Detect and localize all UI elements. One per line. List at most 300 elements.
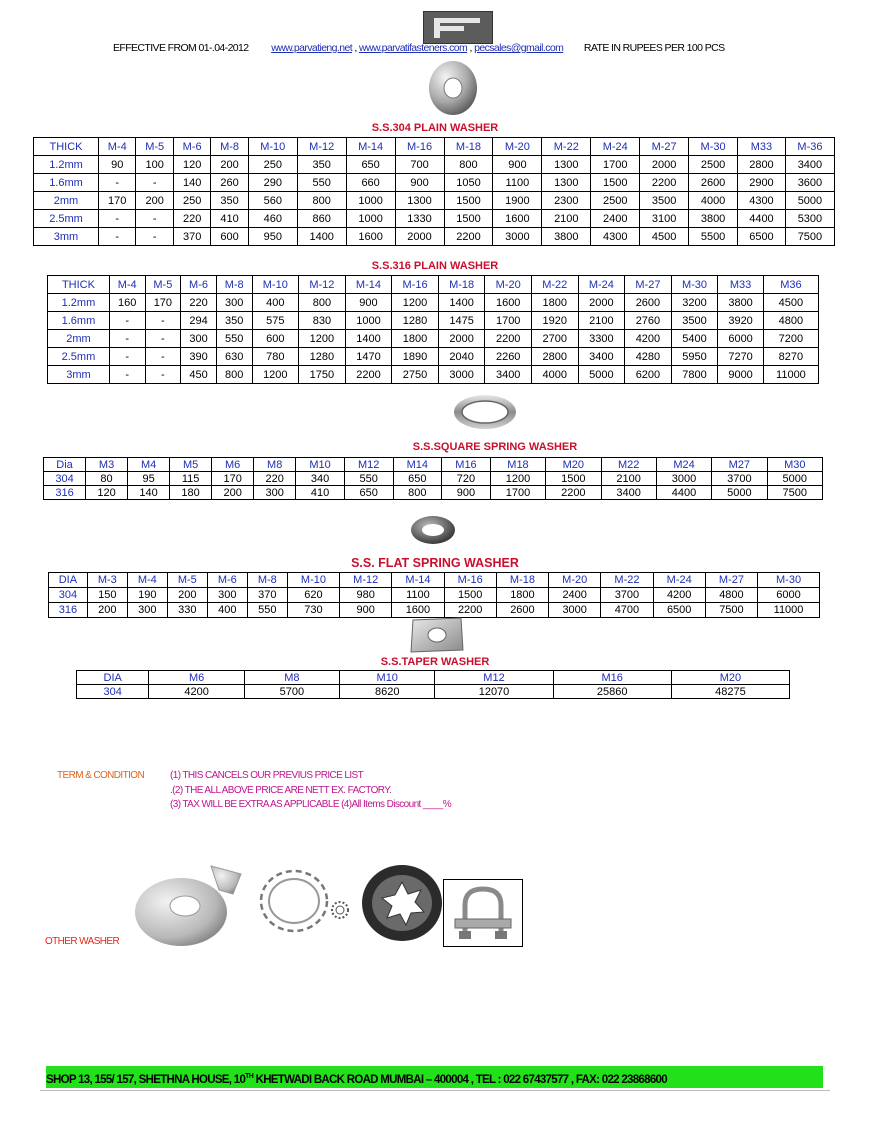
table-cell: 3400 (601, 486, 656, 500)
table-cell: 2600 (625, 294, 672, 312)
table-cell: 6200 (625, 366, 672, 384)
row-label: 304 (77, 685, 149, 699)
table-cell: 220 (173, 210, 210, 228)
table-cell: 1050 (444, 174, 493, 192)
table-cell: 4200 (625, 330, 672, 348)
table-cell: 1600 (485, 294, 532, 312)
column-header: M14 (393, 458, 442, 472)
tab-lock-washer-image (255, 865, 333, 937)
column-header: M-10 (287, 573, 339, 588)
table-cell: 220 (181, 294, 217, 312)
table-cell: 300 (181, 330, 217, 348)
table-cell: - (145, 330, 181, 348)
column-header: M-4 (99, 138, 136, 156)
table-cell: - (109, 348, 145, 366)
table-cell: 1000 (345, 312, 392, 330)
table-cell: 1280 (392, 312, 439, 330)
table-cell: 830 (299, 312, 346, 330)
table-cell: 3700 (601, 588, 653, 603)
table-cell: 2600 (496, 603, 548, 618)
table-cell: 350 (216, 312, 252, 330)
table-cell: 1100 (493, 174, 542, 192)
table-row (48, 366, 819, 384)
table-cell: 2200 (546, 486, 601, 500)
table-cell: 260 (211, 174, 248, 192)
column-header: M-18 (438, 276, 485, 294)
table-cell: 1800 (496, 588, 548, 603)
column-header: Dia (44, 458, 86, 472)
table-cell: - (109, 312, 145, 330)
column-header: M-22 (531, 276, 578, 294)
table-cell: 1800 (392, 330, 439, 348)
table-cell: 4700 (601, 603, 653, 618)
table-cell: 3400 (785, 156, 834, 174)
table-cell: - (136, 228, 173, 246)
table-cell: 400 (207, 603, 247, 618)
table-cell: 4500 (763, 294, 818, 312)
table-cell: 3100 (640, 210, 689, 228)
table-cell: 5000 (578, 366, 625, 384)
table-cell: 2500 (689, 156, 738, 174)
table-cell: 650 (393, 472, 442, 486)
column-header: M-6 (207, 573, 247, 588)
table-cell: 3600 (785, 174, 834, 192)
row-label: 2.5mm (48, 348, 110, 366)
table-cell: 2300 (542, 192, 591, 210)
table-cell: - (109, 330, 145, 348)
footer-address-bar (46, 1066, 823, 1088)
column-header: DIA (49, 573, 88, 588)
column-header: M-20 (485, 276, 532, 294)
table-cell: - (136, 210, 173, 228)
column-header: DIA (77, 671, 149, 685)
table-cell: 660 (346, 174, 395, 192)
table-cell: 3000 (438, 366, 485, 384)
table-cell: 300 (254, 486, 296, 500)
table-cell: 5300 (785, 210, 834, 228)
column-header: M27 (712, 458, 767, 472)
column-header: M-18 (444, 138, 493, 156)
tab-washer-image (133, 860, 245, 950)
row-label: 304 (49, 588, 88, 603)
footer-address-2: KHETWADI BACK ROAD MUMBAI – 400004 , TEL : 022 67437577 , FAX: 022 23868600 (253, 1073, 667, 1086)
table-row (49, 588, 820, 603)
column-header: M-8 (247, 573, 287, 588)
table-cell: 7500 (705, 603, 757, 618)
table-cell: 3000 (493, 228, 542, 246)
column-header: M33 (738, 138, 786, 156)
table-cell: 8270 (763, 348, 818, 366)
table-cell: 575 (252, 312, 299, 330)
column-header: M-22 (542, 138, 591, 156)
table-cell: 900 (340, 603, 392, 618)
rate-note: RATE IN RUPEES PER 100 PCS (583, 42, 725, 54)
table-cell: 450 (181, 366, 217, 384)
table-cell: 1400 (438, 294, 485, 312)
taper-table (76, 670, 790, 699)
table-cell: 700 (395, 156, 444, 174)
table-row (34, 228, 835, 246)
spring-ring-image (453, 394, 518, 430)
table-cell: 1750 (299, 366, 346, 384)
column-header: M16 (442, 458, 491, 472)
column-header: M-30 (689, 138, 738, 156)
table-cell: 7500 (767, 486, 822, 500)
table-cell: 150 (87, 588, 127, 603)
table-cell: 730 (287, 603, 339, 618)
separator: , (467, 42, 475, 54)
column-header: M-27 (625, 276, 672, 294)
table-cell: 5700 (244, 685, 339, 699)
row-label: 3mm (34, 228, 99, 246)
table-cell: 120 (173, 156, 210, 174)
table-cell: 300 (216, 294, 252, 312)
flat-spring-table (48, 572, 820, 618)
table-cell: - (145, 312, 181, 330)
table-cell: 4800 (705, 588, 757, 603)
table-cell: 410 (211, 210, 248, 228)
table-cell: 1500 (444, 192, 493, 210)
table-header-row (48, 276, 819, 294)
table-cell: 2400 (549, 588, 601, 603)
table-cell: 3800 (689, 210, 738, 228)
table-cell: 4200 (653, 588, 705, 603)
table-cell: - (145, 366, 181, 384)
table-cell: 4300 (738, 192, 786, 210)
table-cell: 294 (181, 312, 217, 330)
table-cell: 1200 (392, 294, 439, 312)
column-header: M20 (546, 458, 601, 472)
column-header: M-14 (346, 138, 395, 156)
table-cell: 5000 (767, 472, 822, 486)
table-row (48, 312, 819, 330)
column-header: M18 (490, 458, 545, 472)
table-cell: 800 (444, 156, 493, 174)
column-header: M6 (149, 671, 244, 685)
table-cell: 190 (127, 588, 167, 603)
column-header: M-12 (297, 138, 346, 156)
table-cell: 1500 (444, 588, 496, 603)
taper-title: S.S.TAPER WASHER (380, 656, 490, 668)
taper-washer-image (409, 616, 465, 654)
table-cell: - (99, 174, 136, 192)
ss304-plain-table (33, 137, 835, 246)
row-label: 1.2mm (48, 294, 110, 312)
table-cell: 1300 (542, 156, 591, 174)
column-header: M33 (718, 276, 764, 294)
table-cell: 170 (145, 294, 181, 312)
table-header-row (34, 138, 835, 156)
row-label: 316 (44, 486, 86, 500)
table-cell: 350 (211, 192, 248, 210)
email-link[interactable]: pecsales@gmail.com (474, 42, 564, 54)
table-cell: 1400 (345, 330, 392, 348)
table-row (44, 486, 823, 500)
table-cell: 900 (345, 294, 392, 312)
column-header: M-16 (444, 573, 496, 588)
other-washer-label: OTHER WASHER (45, 936, 120, 947)
table-cell: 600 (211, 228, 248, 246)
column-header: M-5 (145, 276, 181, 294)
table-cell: 1400 (297, 228, 346, 246)
row-label: 1.6mm (48, 312, 110, 330)
column-header: M-24 (653, 573, 705, 588)
plain-washer-image (428, 60, 478, 116)
table-cell: 2900 (738, 174, 786, 192)
ss316-plain-title: S.S.316 PLAIN WASHER (371, 260, 499, 272)
table-cell: 7270 (718, 348, 764, 366)
table-cell: 980 (340, 588, 392, 603)
table-cell: 3000 (656, 472, 711, 486)
table-cell: 370 (247, 588, 287, 603)
column-header: M-16 (392, 276, 439, 294)
column-header: M20 (671, 671, 789, 685)
table-cell: 2260 (485, 348, 532, 366)
table-cell: 4800 (763, 312, 818, 330)
table-cell: - (99, 228, 136, 246)
table-cell: 4200 (149, 685, 244, 699)
table-cell: 200 (212, 486, 254, 500)
table-cell: 400 (252, 294, 299, 312)
table-cell: 1700 (490, 486, 545, 500)
table-cell: 200 (211, 156, 248, 174)
column-header: M-6 (181, 276, 217, 294)
table-cell: 1700 (485, 312, 532, 330)
table-cell: 9000 (718, 366, 764, 384)
table-cell: 1500 (444, 210, 493, 228)
table-cell: 160 (109, 294, 145, 312)
column-header: M8 (254, 458, 296, 472)
column-header: M-8 (216, 276, 252, 294)
column-header: M-24 (578, 276, 625, 294)
column-header: M-4 (127, 573, 167, 588)
table-cell: 390 (181, 348, 217, 366)
table-cell: 720 (442, 472, 491, 486)
table-cell: 220 (254, 472, 296, 486)
company-logo (423, 11, 493, 44)
column-header: M-14 (345, 276, 392, 294)
table-cell: 550 (297, 174, 346, 192)
table-cell: 900 (395, 174, 444, 192)
table-cell: 800 (393, 486, 442, 500)
website-link-1[interactable]: www.parvatieng.net (271, 42, 353, 54)
column-header: M16 (553, 671, 671, 685)
table-cell: 8620 (340, 685, 435, 699)
table-cell: 900 (493, 156, 542, 174)
table-cell: 950 (248, 228, 297, 246)
table-cell: 200 (167, 588, 207, 603)
table-cell: 4400 (738, 210, 786, 228)
table-cell: 1200 (252, 366, 299, 384)
table-cell: 800 (299, 294, 346, 312)
table-cell: 48275 (671, 685, 789, 699)
square-spring-table (43, 457, 823, 500)
table-cell: 90 (99, 156, 136, 174)
table-cell: 2040 (438, 348, 485, 366)
table-cell: 1600 (493, 210, 542, 228)
table-cell: 290 (248, 174, 297, 192)
table-cell: 3500 (671, 312, 718, 330)
column-header: M-4 (109, 276, 145, 294)
table-cell: 170 (212, 472, 254, 486)
table-header-row (49, 573, 820, 588)
table-row (34, 174, 835, 192)
terms-list (170, 769, 451, 813)
table-cell: 250 (248, 156, 297, 174)
table-cell: 2750 (392, 366, 439, 384)
column-header: M36 (763, 276, 818, 294)
column-header: M12 (435, 671, 553, 685)
table-row (48, 294, 819, 312)
column-header: M10 (296, 458, 345, 472)
table-cell: 120 (86, 486, 128, 500)
column-header: M5 (170, 458, 212, 472)
split-washer-image (410, 515, 456, 545)
table-cell: 1470 (345, 348, 392, 366)
table-cell: 140 (173, 174, 210, 192)
table-cell: - (109, 366, 145, 384)
table-cell: 95 (128, 472, 170, 486)
column-header: THICK (48, 276, 110, 294)
table-cell: 5500 (689, 228, 738, 246)
table-cell: 1890 (392, 348, 439, 366)
website-link-2[interactable]: www.parvatifasteners.com (358, 42, 468, 54)
table-cell: 3300 (578, 330, 625, 348)
table-cell: 560 (248, 192, 297, 210)
column-header: M-5 (136, 138, 173, 156)
table-cell: 650 (344, 486, 393, 500)
table-cell: 11000 (758, 603, 820, 618)
effective-date: EFFECTIVE FROM 01-.04-2012 (113, 42, 249, 54)
table-cell: 11000 (763, 366, 818, 384)
column-header: M-8 (211, 138, 248, 156)
row-label: 3mm (48, 366, 110, 384)
table-row (48, 348, 819, 366)
table-cell: 550 (344, 472, 393, 486)
table-cell: 2200 (444, 228, 493, 246)
table-cell: 2800 (738, 156, 786, 174)
table-cell: 300 (127, 603, 167, 618)
table-cell: 1600 (346, 228, 395, 246)
table-cell: 3400 (485, 366, 532, 384)
table-cell: 250 (173, 192, 210, 210)
table-cell: 3500 (640, 192, 689, 210)
table-cell: 2400 (591, 210, 640, 228)
column-header: M-20 (549, 573, 601, 588)
table-cell: 1280 (299, 348, 346, 366)
table-cell: 1600 (392, 603, 444, 618)
table-cell: 300 (207, 588, 247, 603)
table-cell: 1475 (438, 312, 485, 330)
table-cell: 2100 (578, 312, 625, 330)
table-cell: 4500 (640, 228, 689, 246)
table-cell: 900 (442, 486, 491, 500)
column-header: M-5 (167, 573, 207, 588)
table-cell: 330 (167, 603, 207, 618)
table-cell: 2200 (345, 366, 392, 384)
table-cell: 4400 (656, 486, 711, 500)
u-bolt-image (443, 879, 523, 947)
table-cell: 6500 (738, 228, 786, 246)
table-cell: 1300 (395, 192, 444, 210)
table-cell: - (99, 210, 136, 228)
column-header: M-12 (340, 573, 392, 588)
table-cell: 800 (297, 192, 346, 210)
table-cell: 4280 (625, 348, 672, 366)
term-2: .(2) THE ALL ABOVE PRICE ARE NETT EX. FACTORY. (170, 784, 392, 796)
table-cell: 2200 (640, 174, 689, 192)
table-cell: 650 (346, 156, 395, 174)
table-cell: 115 (170, 472, 212, 486)
term-3: (3) TAX WILL BE EXTRA AS APPLICABLE (4)All Items Discount ____% (170, 799, 452, 810)
column-header: M-14 (392, 573, 444, 588)
footer-superscript: TH (245, 1073, 254, 1080)
table-cell: 1200 (299, 330, 346, 348)
small-tooth-washer-image (330, 900, 350, 920)
table-row (77, 685, 790, 699)
table-cell: 340 (296, 472, 345, 486)
table-cell: 1330 (395, 210, 444, 228)
table-cell: 1500 (591, 174, 640, 192)
table-cell: 140 (128, 486, 170, 500)
column-header: M12 (344, 458, 393, 472)
table-cell: 4000 (531, 366, 578, 384)
table-cell: 25860 (553, 685, 671, 699)
table-cell: 100 (136, 156, 173, 174)
table-cell: 1300 (542, 174, 591, 192)
column-header: M-10 (252, 276, 299, 294)
table-cell: 1900 (493, 192, 542, 210)
table-cell: 550 (247, 603, 287, 618)
column-header: M22 (601, 458, 656, 472)
column-header: M-22 (601, 573, 653, 588)
table-cell: 6000 (718, 330, 764, 348)
table-cell: 2500 (591, 192, 640, 210)
table-cell: 3200 (671, 294, 718, 312)
table-cell: 1000 (346, 192, 395, 210)
table-cell: 6500 (653, 603, 705, 618)
table-cell: 620 (287, 588, 339, 603)
column-header: M24 (656, 458, 711, 472)
table-cell: 2200 (444, 603, 496, 618)
table-cell: 2000 (438, 330, 485, 348)
row-label: 304 (44, 472, 86, 486)
flat-spring-title: S.S. FLAT SPRING WASHER (351, 556, 519, 570)
table-row (44, 472, 823, 486)
square-spring-title: S.S.SQUARE SPRING WASHER (412, 441, 578, 453)
column-header: M4 (128, 458, 170, 472)
table-cell: 2100 (542, 210, 591, 228)
separator: , (352, 42, 359, 54)
table-cell: 5400 (671, 330, 718, 348)
column-header: THICK (34, 138, 99, 156)
column-header: M-27 (640, 138, 689, 156)
table-cell: 4000 (689, 192, 738, 210)
table-cell: 410 (296, 486, 345, 500)
table-cell: 7200 (763, 330, 818, 348)
table-cell: 3920 (718, 312, 764, 330)
column-header: M-10 (248, 138, 297, 156)
table-cell: 2200 (485, 330, 532, 348)
table-cell: 3000 (549, 603, 601, 618)
table-cell: 2000 (395, 228, 444, 246)
table-cell: 550 (216, 330, 252, 348)
column-header: M8 (244, 671, 339, 685)
footer-rule (40, 1090, 830, 1091)
table-cell: 3800 (542, 228, 591, 246)
column-header: M-20 (493, 138, 542, 156)
row-label: 316 (49, 603, 88, 618)
